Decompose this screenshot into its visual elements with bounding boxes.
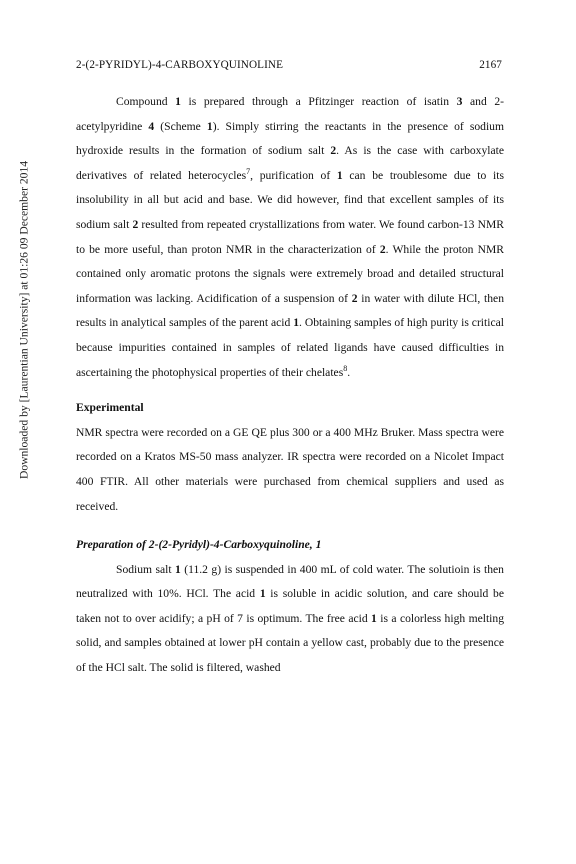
- experimental-heading: Experimental: [76, 401, 144, 415]
- text-run: (Scheme: [154, 119, 207, 133]
- running-title: 2-(2-PYRIDYL)-4-CARBOXYQUINOLINE: [76, 59, 284, 71]
- text-run: Compound: [116, 95, 176, 108]
- text-run: is a colorless high melting solid, and samples obtained at lower pH contain a yellow cast, probably due to the presence of the HCl salt. The solid is filtered, washed: [76, 611, 504, 675]
- experimental-paragraph: NMR spectra were recorded on a GE QE plus 300 or a 400 MHz Bruker. Mass spectra were recorded on a Kratos MS-50 mass analyzer. IR spectra were recorded on a Nicolet Impact 400 FTIR. All other materials were purchased from chemical suppliers and used as received.: [76, 425, 504, 513]
- text-run: . Obtaining samples of high purity is critical because impurities contained in samples of related ligands have caused difficulties in ascertaining the photophysical properties of their chelates: [76, 316, 504, 379]
- compound-ref: 4: [148, 119, 155, 133]
- citation-ref: 8: [343, 363, 348, 373]
- compound-ref: 2: [351, 291, 358, 305]
- preparation-heading: Preparation of 2-(2-Pyridyl)-4-Carboxyquinoline, 1: [76, 538, 322, 552]
- article-body: [76, 90, 504, 681]
- text-run: (11.2 g) is suspended in 400 mL of cold water. The solutioin is then neutralized with 10%. HCl. The acid: [76, 562, 504, 601]
- text-run: resulted from repeated crystallizations from water. We found carbon-13 NMR to be more useful, than proton NMR in the characterization of: [76, 217, 504, 256]
- text-run: ). Simply stirring the reactants in the presence of sodium hydroxide results in the formation of sodium salt: [76, 119, 505, 158]
- compound-ref: 1: [336, 168, 343, 182]
- compound-ref: 1: [371, 611, 377, 625]
- text-run: Sodium salt: [116, 562, 176, 576]
- text-run: is soluble in acidic solution, and care should be taken not to over acidify; a pH of 7 is optimum. The free acid: [76, 587, 504, 625]
- compound-ref: 2: [132, 217, 139, 231]
- scheme-ref: 1: [206, 119, 213, 133]
- compound-ref: 3: [456, 95, 463, 108]
- compound-ref: 1: [175, 562, 181, 576]
- compound-ref: 1: [293, 316, 299, 330]
- compound-ref: 2: [330, 144, 337, 158]
- compound-ref: 1: [259, 587, 266, 601]
- text-run: .: [347, 365, 351, 379]
- intro-paragraph: [76, 90, 504, 385]
- download-watermark: Downloaded by [Laurentian University] at 01:26 09 December 2014: [17, 160, 31, 480]
- page-number: 2167: [479, 59, 502, 71]
- text-run: is prepared through a Pfitzinger reaction of isatin: [180, 95, 457, 108]
- text-run: , purification of: [250, 168, 337, 182]
- text-run: and 2-acetylpyridine: [76, 95, 504, 133]
- text-run: can be troublesome due to its insolubility in all but acid and base. We did however, find that excellent samples of its sodium salt: [76, 168, 504, 231]
- citation-ref: 7: [246, 166, 251, 176]
- text-run: in water with dilute HCl, then results in analytical samples of the parent acid: [76, 291, 504, 330]
- text-run: . As is the case with carboxylate derivatives of related heterocycles: [76, 144, 504, 182]
- preparation-paragraph: [76, 558, 504, 681]
- compound-ref: 2: [379, 242, 386, 256]
- compound-ref: 1: [175, 95, 181, 108]
- text-run: . While the proton NMR contained only aromatic protons the signals were extremely broad and detailed structural information was lacking. Acidification of a suspension of: [76, 242, 504, 305]
